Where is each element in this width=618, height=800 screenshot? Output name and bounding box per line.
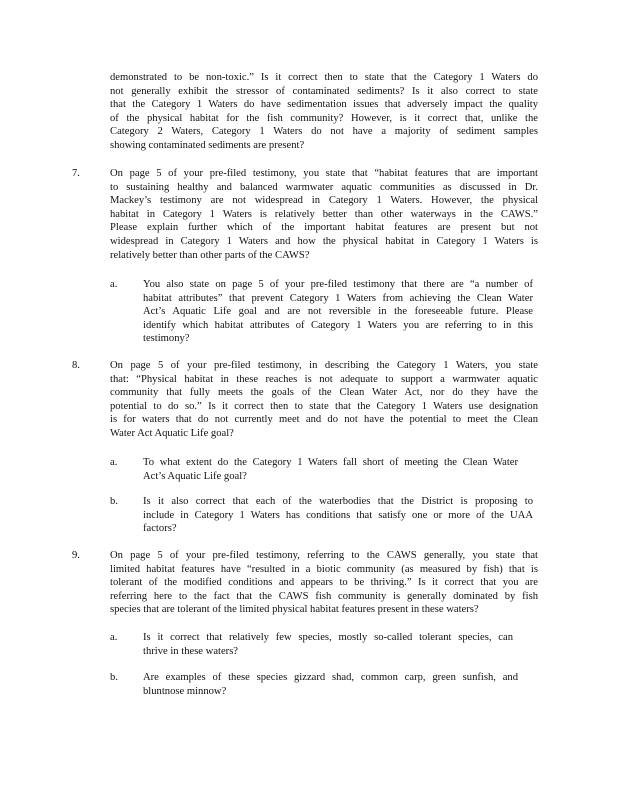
text-line: To what extent do the Category 1 Waters fall short of meeting the Clean Water: [143, 457, 518, 468]
text-line: referring here to the fact that the CAWS fish community is generally dominated by fish: [110, 590, 538, 602]
text-line: Act’s Aquatic Life goal and are not reversible in the foreseeable future. Please: [143, 306, 533, 318]
question-number: 8.: [72, 360, 80, 371]
text-line: Mackey’s testimony are not widespread in Category 1 Waters. However, the physical: [110, 195, 538, 207]
sub-question-letter: a.: [110, 632, 118, 643]
question-number: 7.: [72, 168, 80, 179]
text-line: On page 5 of your pre-filed testimony, in describing the Category 1 Waters, you state: [110, 360, 538, 371]
question-number: 9.: [72, 550, 80, 561]
sub-question-letter: a.: [110, 279, 118, 290]
text-line: Please explain further which of the important habitat features are present but not: [110, 222, 538, 234]
text-line: factors?: [143, 523, 177, 535]
text-line: Category 2 Waters, Category 1 Waters do not have a majority of sediment samples: [110, 126, 538, 138]
sub-question-paragraph: [143, 671, 518, 698]
text-line: Act’s Aquatic Life goal?: [143, 470, 247, 482]
continuation-paragraph: [110, 71, 538, 153]
text-line: demonstrated to be non-toxic.” Is it correct then to state that the Category 1 Waters do: [110, 72, 538, 83]
text-line: of the physical habitat for the fish community? However, is it correct that, unlike the: [110, 112, 538, 124]
text-line: Are examples of these species gizzard shad, common carp, green sunfish, and: [143, 672, 518, 683]
text-line: Is it correct that relatively few species, mostly so-called tolerant species, can: [143, 632, 513, 643]
text-line: thrive in these waters?: [143, 645, 239, 657]
question-paragraph: [110, 359, 538, 441]
sub-question-letter: b.: [110, 496, 118, 507]
text-line: to sustaining healthy and balanced warmwater aquatic communities as discussed in Dr.: [110, 181, 538, 193]
text-line: Water Act Aquatic Life goal?: [110, 427, 234, 439]
sub-question-letter: b.: [110, 672, 118, 683]
text-line: Is it also correct that each of the waterbodies that the District is proposing to: [143, 496, 533, 507]
text-line: testimony?: [143, 333, 190, 345]
text-line: potential to do so.” Is it correct then to state that the Category 1 Waters use designation: [110, 400, 538, 412]
text-line: identify which habitat attributes of Category 1 Waters you are referring to in this: [143, 319, 533, 331]
text-line: species that are tolerant of the limited physical habitat features present in these waters?: [110, 604, 479, 616]
question-paragraph: [110, 167, 538, 262]
text-line: On page 5 of your pre-filed testimony, you state that “habitat features that are important: [110, 168, 538, 179]
text-line: You also state on page 5 of your pre-filed testimony that there are “a number of: [143, 279, 533, 290]
text-line: limited habitat features have “resulted in a biotic community (as measured by fish) that is: [110, 563, 538, 575]
question-paragraph: [110, 549, 538, 617]
text-line: that the Category 1 Waters do have sedimentation issues that adversely impact the quality: [110, 99, 538, 111]
text-line: not generally exhibit the stressor of contaminated sediments? Is it also correct to state: [110, 85, 538, 97]
text-line: relatively better than other parts of the CAWS?: [110, 249, 310, 261]
text-line: is for waters that do not currently meet and do not have the potential to meet the Clean: [110, 414, 538, 426]
sub-question-paragraph: [143, 456, 518, 483]
text-line: include in Category 1 Waters has conditions that satisfy one or more of the UAA: [143, 509, 533, 521]
text-line: tolerant of the modified conditions and appears to be thriving.” Is it correct that you are: [110, 577, 538, 589]
text-line: On page 5 of your pre-filed testimony, referring to the CAWS generally, you state that: [110, 550, 538, 561]
sub-question-letter: a.: [110, 457, 118, 468]
text-line: showing contaminated sediments are present?: [110, 139, 305, 151]
text-line: habitat in Category 1 Waters is relatively better than other waterways in the CAWS.”: [110, 208, 538, 220]
sub-question-paragraph: [143, 631, 513, 658]
text-line: bluntnose minnow?: [143, 685, 227, 697]
text-line: widespread in Category 1 Waters and how the physical habitat in Category 1 Waters is: [110, 235, 538, 247]
sub-question-paragraph: [143, 495, 533, 536]
sub-question-paragraph: [143, 278, 533, 346]
text-line: habitat attributes” that prevent Category 1 Waters from achieving the Clean Water: [143, 292, 533, 304]
text-line: that: “Physical habitat in these reaches is not adequate to support a warmwater aquatic: [110, 373, 538, 385]
text-line: community that fully meets the goals of the Clean Water Act, nor do they have the: [110, 387, 538, 399]
